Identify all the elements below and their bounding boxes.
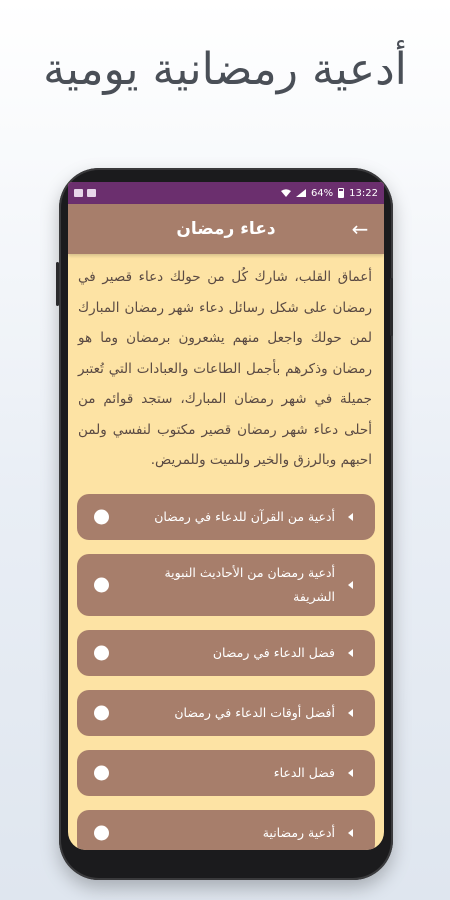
radio-icon[interactable] [94, 765, 109, 780]
intro-text: أعماق القلب، شارك كُل من حولك دعاء قصير في رمضان على شكل رسائل دعاء شهر رمضان المبارك لمن حولك واجعل منهم يشعرون برمضان وما هو رمضان وذكرهم بأجمل الطاعات والعبادات التي تُعتبر جميلة في شهر رمضان المبارك، ستجد قوائم من أحلى دعاء شهر رمضان قصير مكتوب لنفسي ولمن احبهم وبالرزق والخير وللميت وللمريض. [78, 269, 372, 468]
battery-percent: 64% [310, 187, 334, 199]
chevron-icon [348, 581, 353, 589]
chevron-icon [348, 649, 353, 657]
menu-item-label: أفضل أوقات الدعاء في رمضان [174, 704, 335, 720]
phone-side-button [56, 262, 59, 306]
chevron-icon [348, 829, 353, 837]
phone-side-button [390, 278, 393, 336]
wifi-icon [281, 189, 291, 197]
menu-item-label: أدعية من القرآن للدعاء في رمضان [154, 508, 335, 524]
status-bar [68, 182, 384, 204]
menu-item-hadith-duas[interactable] [77, 554, 375, 616]
gallery-icon [87, 189, 96, 197]
clock: 13:22 [349, 187, 378, 199]
promo-title: أدعية رمضانية يومية [43, 44, 407, 95]
radio-icon[interactable] [94, 825, 109, 840]
menu-item-label: فضل الدعاء [273, 764, 335, 780]
app-bar [68, 204, 384, 254]
radio-icon[interactable] [94, 645, 109, 660]
signal-icon [296, 189, 306, 197]
chevron-icon [348, 513, 353, 521]
battery-icon [338, 188, 344, 198]
menu-item-label: فضل الدعاء في رمضان [212, 644, 335, 660]
menu-item-ramadan-duas[interactable] [77, 810, 375, 851]
menu-item-label: أدعية رمضان من الأحاديث النبوية الشريفة [164, 564, 335, 604]
menu-item-dua-virtue[interactable] [77, 750, 375, 796]
radio-icon[interactable] [94, 705, 109, 720]
notification-icon [74, 189, 83, 197]
back-arrow-icon[interactable]: ← [351, 217, 369, 241]
menu-item-best-dua-times[interactable] [77, 690, 375, 736]
radio-icon[interactable] [94, 577, 109, 592]
menu-item-label: أدعية رمضانية [262, 824, 335, 840]
menu-item-quran-duas[interactable] [77, 494, 375, 540]
menu-list [68, 480, 384, 851]
app-screen [68, 182, 384, 850]
chevron-icon [348, 769, 353, 777]
page-title: دعاء رمضان [176, 219, 276, 239]
radio-icon[interactable] [94, 509, 109, 524]
chevron-icon [348, 709, 353, 717]
menu-item-dua-virtue-ramadan[interactable] [77, 630, 375, 676]
